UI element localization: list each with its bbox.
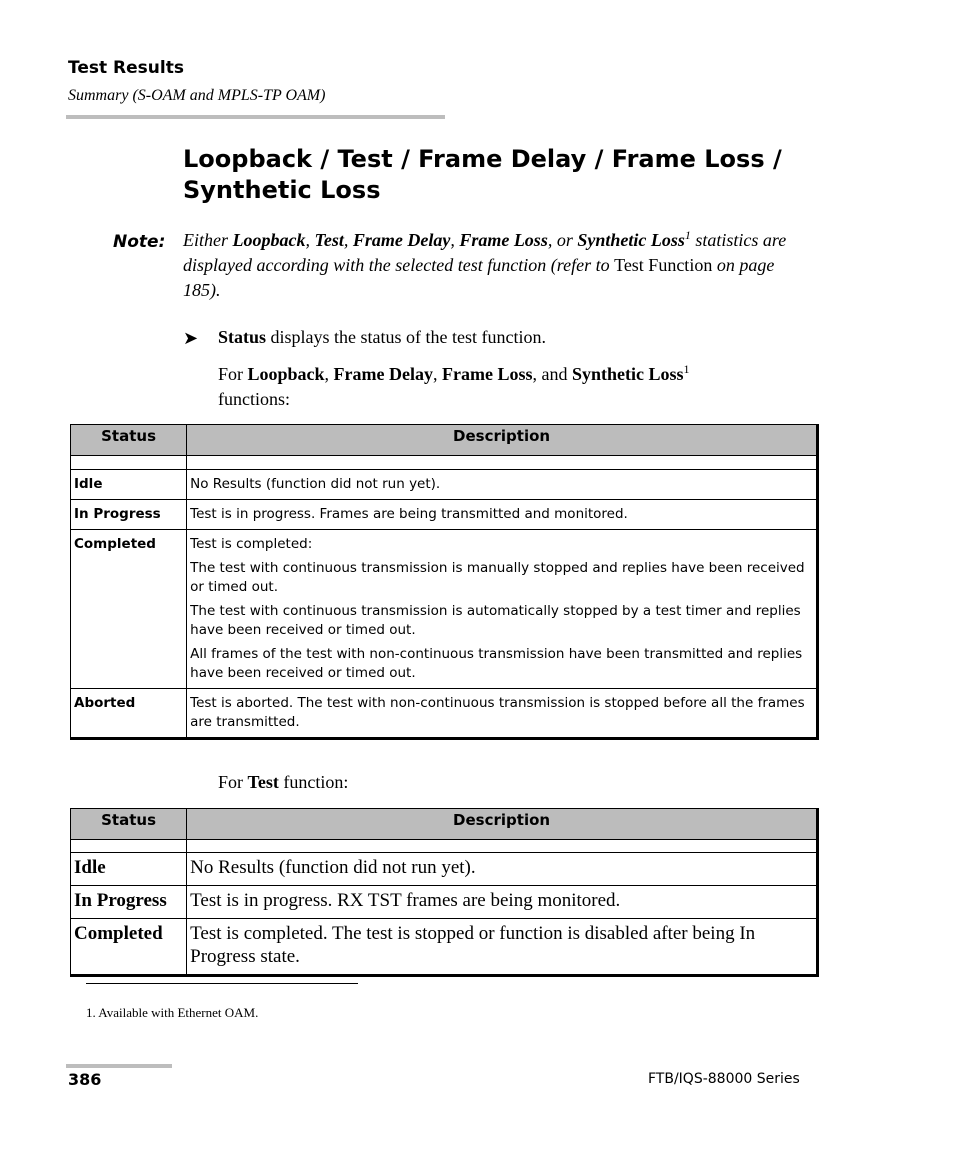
running-header-title: Test Results [68,58,184,78]
status-cell: Completed [71,919,187,976]
status-cell: Idle [71,853,187,886]
page-number: 386 [68,1070,102,1089]
description-cell: Test is in progress. RX TST frames are being monitored. [187,886,818,919]
description-paragraph: The test with continuous transmission is manually stopped and replies have been received or timed out. [190,560,805,595]
description-cell: No Results (function did not run yet). [187,470,818,500]
status-cell: Idle [71,470,187,500]
table-row [71,919,818,976]
status-table-test [70,808,819,977]
bullet-text: Status displays the status of the test function. [218,327,546,347]
description-paragraph: The test with continuous transmission is automatically stopped by a test timer and replies have been received or timed out. [190,603,801,638]
footnote-rule [86,983,358,984]
header-rule [66,115,445,119]
status-cell: In Progress [71,500,187,530]
column-header-status: Status [71,809,187,840]
table-row [71,689,818,739]
cross-reference-link[interactable]: Test Function [614,255,713,275]
column-header-description: Description [187,809,818,840]
status-cell: Completed [71,530,187,689]
column-header-status: Status [71,425,187,456]
table-row [71,886,818,919]
description-paragraph: Test is completed: [190,536,313,552]
description-cell: Test is aborted. The test with non-continuous transmission is stopped before all the frames are transmitted. [187,689,818,739]
footer-rule [66,1064,172,1068]
column-header-description: Description [187,425,818,456]
running-header-subtitle: Summary (S-OAM and MPLS-TP OAM) [68,87,326,104]
section-title: Loopback / Test / Frame Delay / Frame Loss / Synthetic Loss [183,145,782,204]
status-cell: In Progress [71,886,187,919]
table1-intro: For Loopback, Frame Delay, Frame Loss, and Synthetic Loss$^1$ functions: [218,362,690,409]
status-cell: Aborted [71,689,187,739]
table-row [71,530,818,689]
product-series: FTB/IQS-88000 Series [648,1071,800,1087]
status-table-general [70,424,819,740]
description-paragraph: All frames of the test with non-continuous transmission have been transmitted and replies have been received or timed out. [190,646,803,681]
footnote: 1. Available with Ethernet OAM. [86,1005,259,1020]
table2-intro: For Test function: [218,772,349,792]
description-cell: Test is in progress. Frames are being transmitted and monitored. [187,500,818,530]
note-label: Note: [113,232,166,252]
description-cell: No Results (function did not run yet). [187,853,818,886]
table-row [71,470,818,500]
description-cell: Test is completed. The test is stopped or function is disabled after being In Progress state. [187,919,818,976]
bullet-arrow-icon: ➤ [183,328,199,348]
table-row [71,853,818,886]
table-row [71,500,818,530]
note-text: Either Loopback, Test, Frame Delay, Frame Loss, or Synthetic Loss$^1$ statistics are displayed according with the selected test function (refer to Test Function on page 185). [183,228,787,300]
description-cell [187,530,818,689]
